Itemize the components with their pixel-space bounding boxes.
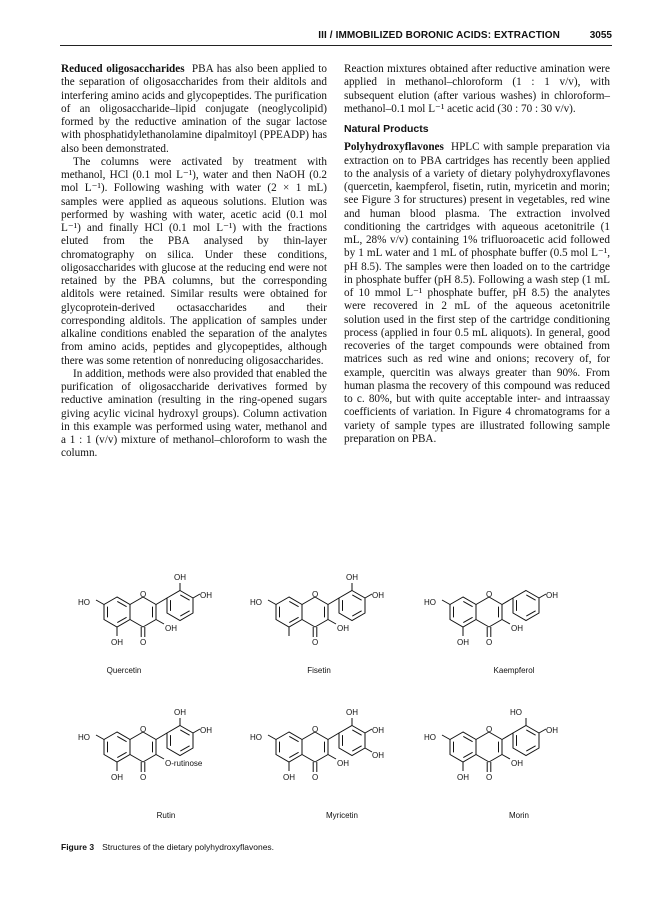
label-ring-oxygen: O — [312, 725, 319, 734]
label-carbonyl-oxygen: O — [312, 638, 319, 647]
label-carbonyl-oxygen: O — [140, 638, 147, 647]
label-oh: OH — [511, 624, 523, 633]
label-oh: OH — [372, 726, 384, 735]
page-number: 3055 — [589, 30, 612, 41]
figure-3 — [60, 548, 612, 838]
compound-name-kaempferol: Kaempferol — [493, 666, 535, 675]
compound-name-morin: Morin — [508, 811, 530, 820]
caption-label: Figure 3 — [61, 842, 95, 852]
compound-name-quercetin: Quercetin — [106, 666, 142, 675]
label-oh: OH — [546, 591, 558, 600]
run-in-heading: Reduced oligosaccharides — [61, 63, 185, 75]
label-ho: HO — [250, 733, 262, 742]
structure-kaempferol — [424, 590, 558, 647]
label-ho: HO — [424, 733, 436, 742]
label-carbonyl-oxygen: O — [140, 773, 147, 782]
caption-text: Structures of the dietary polyhydroxyflavones. — [102, 842, 275, 852]
label-oh: OH — [372, 591, 384, 600]
running-header — [60, 25, 612, 46]
structure-rutin — [78, 708, 212, 782]
label-carbonyl-oxygen: O — [312, 773, 319, 782]
paragraph-reduced-oligosaccharides — [61, 63, 327, 156]
running-title: III / IMMOBILIZED BORONIC ACIDS: EXTRACTION — [318, 30, 560, 41]
label-oh: OH — [337, 624, 349, 633]
label-oh: OH — [200, 591, 212, 600]
label-ring-oxygen: O — [312, 590, 319, 599]
paragraph-reaction-mixtures: Reaction mixtures obtained after reductive amination were applied in methanol–chloroform (1 : 1 v/v), with subsequent elution (after various washes) in chloroform–methanol–0.1 mol L⁻¹ acetic acid (30 : 70 : 30 v/v). — [344, 63, 610, 115]
run-in-heading: Polyhydroxyflavones — [344, 141, 444, 154]
label-oh: OH — [457, 773, 469, 782]
compound-name-fisetin: Fisetin — [307, 666, 331, 675]
label-ho: HO — [78, 733, 90, 742]
label-ring-oxygen: O — [140, 590, 147, 599]
label-oh: OH — [346, 573, 358, 582]
label-oh: OH — [457, 638, 469, 647]
compound-name-myricetin: Myricetin — [325, 811, 359, 820]
structure-fisetin — [250, 573, 384, 647]
label-oh: OH — [337, 759, 349, 768]
structure-morin — [424, 708, 558, 782]
label-ring-oxygen: O — [486, 725, 493, 734]
label-oh: OH — [372, 751, 384, 760]
label-ho: HO — [424, 598, 436, 607]
paragraph-column-activation: The columns were activated by treatment with methanol, HCl (0.1 mol L⁻¹), water and then NaOH (0.2 mol L⁻¹). Following washing with water (2 × 1 mL) samples were applied as aqueous solutions. Elution was performed by washing with water, acetic acid (0.1 mol L⁻¹) and finally HCl (0.1 mol L⁻¹) with the fractions eluted from the PBA analysed by thin-layer chromatography on silica. Under these conditions, oligosaccharides with glucose at the reducing end were not retained by the PBA columns, but the corresponding alditols were retained. Similar results were obtained for glycoprotein-derived octasaccharides and their corresponding alditols. The application of samples under alkaline conditions enabled the separation of the analytes from amino acids, peptides and glycopeptides, although there was some retention of nonreducing oligosaccharides. — [61, 155, 327, 367]
right-column — [344, 63, 610, 446]
label-oh: OH — [111, 638, 123, 647]
label-carbonyl-oxygen: O — [486, 638, 493, 647]
paragraph-reductive-amination: In addition, methods were also provided that enabled the purification of oligosaccharide derivatives formed by reductive amination (resulting in the ring-opened sugars giving acylic vicinal hydroxyl groups). Column activation in this example was performed using water, methanol and a 1 : 1 (v/v) mixture of methanol–chloroform to wash the column. — [61, 367, 327, 460]
label-oh: OH — [200, 726, 212, 735]
section-heading: Natural Products — [344, 123, 429, 135]
flavone-structures — [60, 548, 612, 838]
label-carbonyl-oxygen: O — [486, 773, 493, 782]
label-oh: OH — [546, 726, 558, 735]
label-ho: HO — [250, 598, 262, 607]
label-ho: HO — [78, 598, 90, 607]
paragraph-text: PBA has also been applied to the separation of oligosaccharides from their alditols and interfering amino acids and glycopeptides. The purification of an oligosaccharide–lipid conjugate (neoglycolipid) formed by the reductive amination of the sugar lactose with phosphatidylethanolamine dipalmitoyl (PPEADP) has also been demonstrated. — [61, 63, 328, 155]
label-oh: OH — [174, 708, 186, 717]
label-ring-oxygen: O — [140, 725, 147, 734]
paragraph-polyhydroxyflavones — [344, 141, 610, 446]
structure-myricetin — [250, 708, 384, 782]
structure-quercetin — [78, 573, 212, 647]
left-column — [61, 63, 327, 461]
label-oh: OH — [346, 708, 358, 717]
label-ring-oxygen: O — [486, 590, 493, 599]
label-oh: OH — [511, 759, 523, 768]
label-ho: HO — [510, 708, 522, 717]
label-oh: OH — [165, 624, 177, 633]
paragraph-text: HPLC with sample preparation via extraction on to PBA cartridges has recently been applied to the analysis of a variety of dietary polyhydroxyflavones (quercetin, kaempferol, fisetin, rutin, myricetin and morin; see Figure 3 for structures) present in vegetables, red wine and human blood plasma. The extraction involved conditioning the cartridges with aqueous acetonitrile (1 mL, 28% v/v) containing 1% trifluoroacetic acid followed by 1 mL water and 1 mL of phosphate buffer (0.5 mol L⁻¹, pH 8.5). The samples were then loaded on to the cartridge in phosphate buffer (pH 8.5). Following a wash step (1 mL of 10 mmol L⁻¹ phosphate buffer, pH 8.5) the analytes were recovered in 2 mL of the aqueous acetonitrile solution used in the first step of the cartridge conditioning process (applied in four 0.5 mL aliquots). In general, good recoveries of the target compounds were obtained from matrices such as red wine and onions; recovery of, for example, quercitin was always greater than 90%. From human plasma the recovery of this compound was reduced to c. 80%, but with quite acceptable inter- and intraassay coefficients of variation. In Figure 4 chromatograms for a variety of sample types are illustrated following sample preparation on PBA. — [344, 141, 610, 445]
label-oh: OH — [283, 773, 295, 782]
label-o-rutinose: O-rutinose — [165, 759, 203, 768]
label-oh: OH — [174, 573, 186, 582]
figure-caption — [61, 842, 274, 852]
label-oh: OH — [111, 773, 123, 782]
compound-name-rutin: Rutin — [156, 811, 176, 820]
